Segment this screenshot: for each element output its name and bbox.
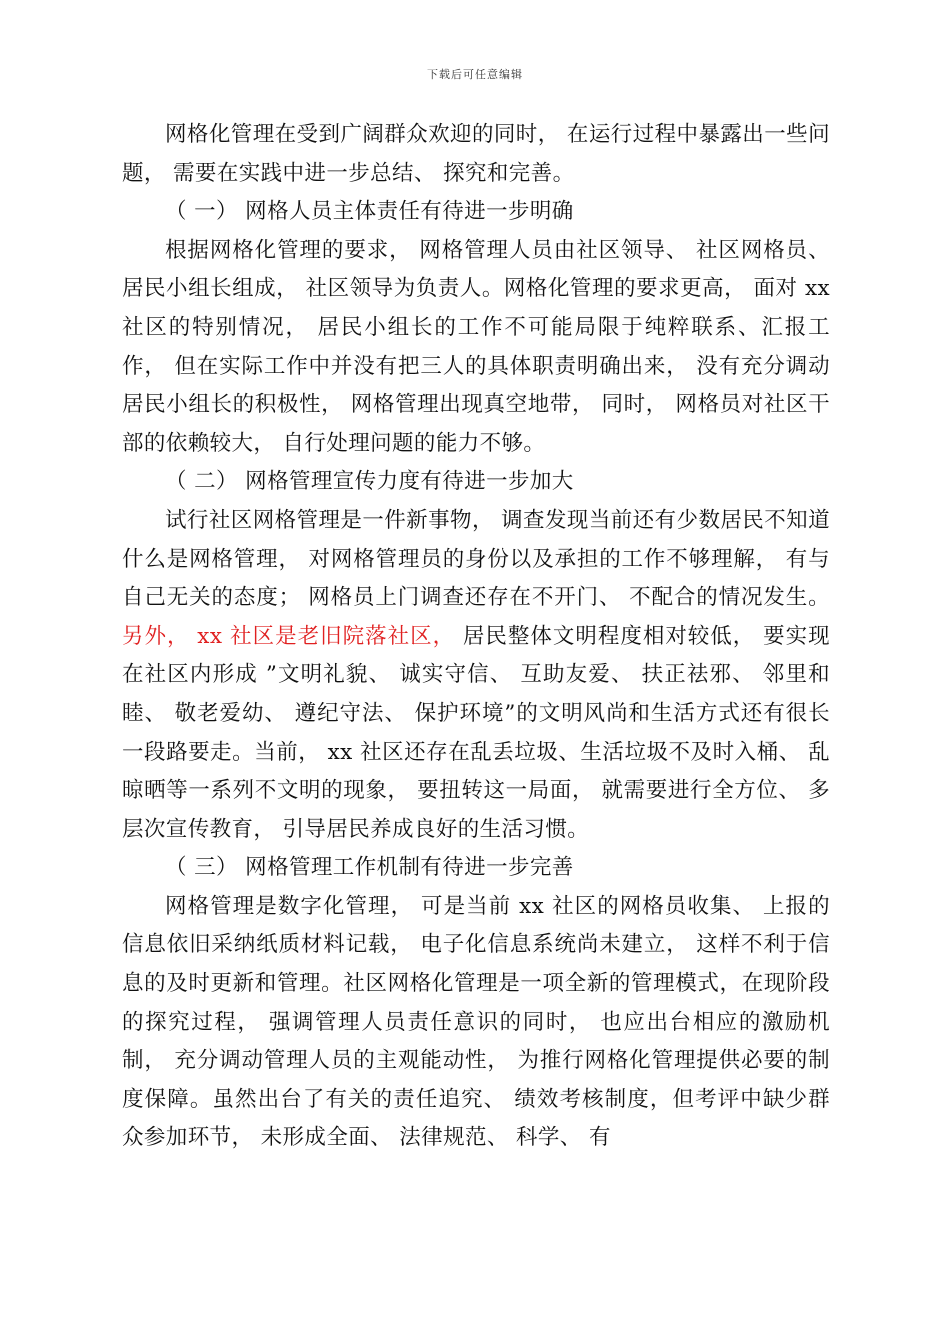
paragraph-section-2-start: 试行社区网格管理是一件新事物， 调查发现当前还有少数居民不知道什么是网格管理， 对网格管理员的身份以及承担的工作不够理解， 有与自己无关的态度； 网格员上门调查还存在不开门、 不配合的情况发生。 [122, 507, 830, 611]
section-heading-1: （ 一） 网格人员主体责任有待进一步明确 [165, 199, 574, 225]
paragraph-section-3: 网格管理是数字化管理， 可是当前 xx 社区的网格员收集、 上报的信息依旧采纳纸质材料记载， 电子化信息系统尚未建立， 这样不利于信息的及时更新和管理。社区网格化管理是一项全新的管理模式，在现阶段的探究过程， 强调管理人员责任意识的同时， 也应出台相应的激励机制， 充分调动管理人员的主观能动性， 为推行网格化管理提供必要的制度保障。虽然出台了有关的责任追究、 绩效考核制度，但考评中缺少群众参加环节， 未形成全面、 法律规范、 科学、 有 [122, 893, 830, 1151]
highlighted-text: 另外， xx 社区是老旧院落社区， [122, 623, 456, 649]
paragraph-section-1: 根据网格化管理的要求， 网格管理人员由社区领导、 社区网格员、 居民小组长组成， 社区领导为负责人。网格化管理的要求更高， 面对 xx 社区的特别情况， 居民小组长的工作不可能局限于纯粹联系、汇报工作， 但在实际工作中并没有把三人的具体职责明确出来， 没有充分调动居民小组长的积极性， 网格管理出现真空地带， 同时， 网格员对社区干部的依赖较大， 自行处理问题的能力不够。 [122, 237, 830, 456]
section-heading-2: （ 二） 网格管理宣传力度有待进一步加大 [165, 469, 574, 495]
paragraph-section-2-end: 居民整体文明程度相对较低， 要实现在社区内形成 ”文明礼貌、 诚实守信、 互助友爱、 扶正祛邪、 邻里和睦、 敬老爱幼、 遵纪守法、 保护环境”的文明风尚和生活方式还有很长一段路要走。当前， xx 社区还存在乱丢垃圾、生活垃圾不及时入桶、 乱晾晒等一系列不文明的现象， 要扭转这一局面， 就需要进行全方位、 多层次宣传教育， 引导居民养成良好的生活习惯。 [122, 623, 830, 842]
paragraph-section-2 [122, 502, 830, 849]
page-header-note: 下载后可任意编辑 [427, 68, 523, 81]
section-heading-3: （ 三） 网格管理工作机制有待进一步完善 [165, 855, 574, 881]
document-body [122, 116, 830, 1158]
paragraph-intro: 网格化管理在受到广阔群众欢迎的同时， 在运行过程中暴露出一些问题， 需要在实践中进一步总结、 探究和完善。 [122, 122, 830, 186]
